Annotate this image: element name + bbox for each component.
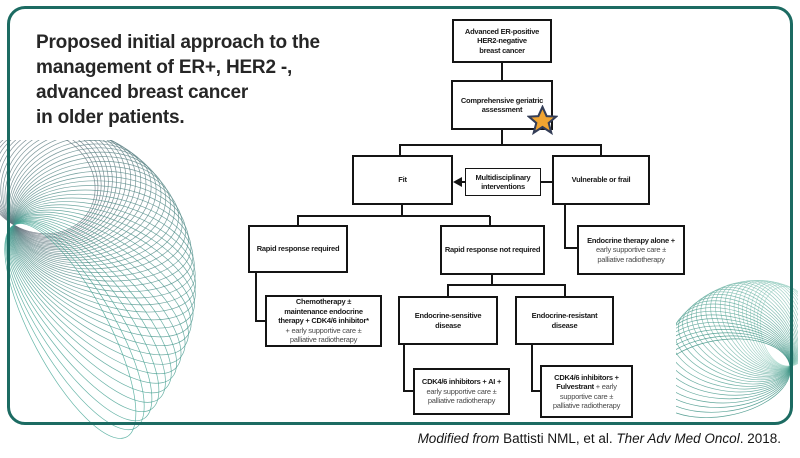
star-icon: [527, 105, 558, 136]
node-line: Endocrine-resistant: [531, 311, 598, 320]
node-cdk-inhibitors-ai: [413, 368, 510, 415]
node-line: Endocrine-sensitive: [414, 311, 482, 320]
node-line: maintenance endocrine: [284, 306, 363, 316]
node-line-segment: + early: [593, 382, 617, 391]
node-line: Rapid response required: [256, 244, 340, 254]
node-line: Rapid response not required: [444, 245, 541, 255]
node-rapid-response-required: [248, 225, 348, 273]
node-line: CDK4/6 inhibitors + AI +: [421, 377, 502, 387]
node-line: + early supportive care ±: [285, 325, 362, 335]
citation-segment: . 2018.: [739, 431, 781, 446]
node-multidisciplinary-interventions: [465, 168, 541, 196]
citation-segment: Battisti NML, et al.: [503, 431, 617, 446]
node-vulnerable-or-frail: [552, 155, 650, 205]
node-line: Fit: [398, 175, 407, 185]
node-line: breast cancer: [479, 45, 525, 55]
node-line: CDK4/6 inhibitors +: [554, 372, 619, 382]
title-line: advanced breast cancer: [36, 82, 249, 103]
node-advanced-er-positive: [452, 19, 552, 63]
node-fit: [352, 155, 453, 205]
node-line: Endocrine therapy alone +: [587, 235, 675, 245]
node-endocrine-sensitive-disease: [398, 296, 498, 345]
node-line: palliative radiotherapy: [597, 254, 665, 264]
title-line: Proposed initial approach to the: [36, 32, 320, 53]
node-endocrine-resistant-disease: [515, 296, 614, 345]
node-line: palliative radiotherapy: [427, 396, 496, 406]
node-line: disease: [435, 320, 461, 330]
title-line: management of ER+, HER2 -,: [36, 57, 293, 78]
node-line: assessment: [481, 105, 523, 114]
arrow-left-icon: [453, 177, 462, 187]
node-chemotherapy-maintenance: [265, 295, 382, 347]
node-line: Multidisciplinary: [475, 172, 531, 182]
node-line: Advanced ER-positive: [464, 26, 540, 36]
node-line: Chemotherapy ±: [295, 297, 352, 307]
node-line: therapy + CDK4/6 inhibitor*: [278, 316, 369, 326]
node-line: [556, 382, 617, 392]
node-line-segment: Fulvestrant: [556, 382, 594, 391]
node-line: early supportive care ±: [426, 386, 497, 396]
node-line: Vulnerable or frail: [571, 175, 631, 185]
node-line: palliative radiotherapy: [552, 401, 621, 410]
node-line: Comprehensive geriatric: [460, 95, 544, 105]
node-cdk-inhibitors-fulvestrant: [540, 365, 633, 418]
node-line: palliative radiotherapy: [289, 335, 358, 345]
node-line: early supportive care ±: [595, 245, 667, 255]
node-line: interventions: [481, 182, 525, 191]
node-rapid-response-not-required: [440, 225, 545, 275]
node-endocrine-therapy-alone: [577, 225, 685, 275]
node-line: disease: [551, 320, 578, 330]
citation-segment: Ther Adv Med Oncol: [616, 431, 740, 446]
citation-segment: Modified from: [417, 431, 504, 446]
node-line: HER2-negative: [477, 36, 527, 46]
title-line: in older patients.: [36, 107, 185, 128]
citation: [418, 431, 781, 446]
node-line: supportive care ±: [559, 391, 614, 401]
